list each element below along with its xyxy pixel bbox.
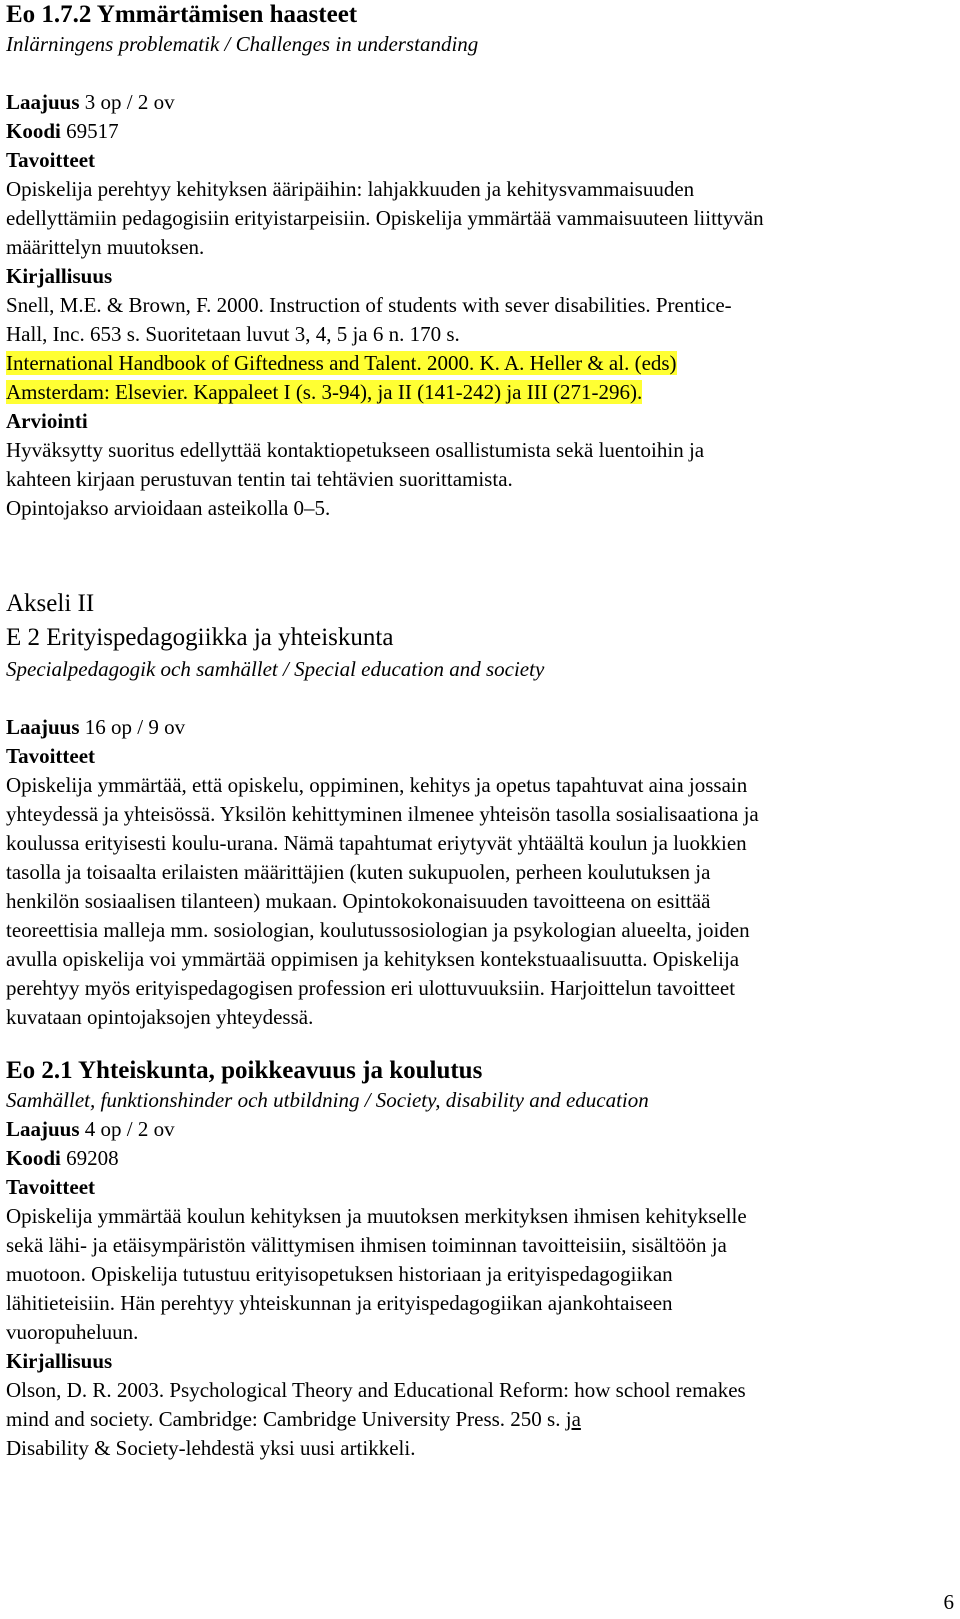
koodi-value: 69208 bbox=[66, 1146, 119, 1170]
tavoitteet-line: Opiskelija ymmärtää koulun kehityksen ja muutoksen merkityksen ihmisen kehitykselle bbox=[6, 1204, 747, 1228]
laajuus-label: Laajuus bbox=[6, 1117, 80, 1141]
underlined-ja: ja bbox=[565, 1407, 581, 1431]
highlighted-reference-line: International Handbook of Giftedness and Talent. 2000. K. A. Heller & al. (eds) bbox=[6, 351, 677, 375]
laajuus-value: 4 op / 2 ov bbox=[84, 1117, 175, 1141]
tavoitteet-line: perehtyy myös erityispedagogisen profession eri ulottuvuuksiin. Harjoittelun tavoitteet bbox=[6, 976, 736, 1000]
kirjallisuus-line: Snell, M.E. & Brown, F. 2000. Instruction of students with sever disabilities. Prentice- bbox=[6, 293, 732, 317]
arviointi-line: kahteen kirjaan perustuvan tentin tai tehtävien suorittamista. bbox=[6, 467, 513, 491]
section-subtitle: Specialpedagogik och samhället / Special education and society bbox=[6, 657, 545, 681]
tavoitteet-line: vuoropuheluun. bbox=[6, 1320, 139, 1344]
tavoitteet-line: henkilön sosiaalisen tilanteen) mukaan. Opintokokonaisuuden tavoitteena on esittää bbox=[6, 889, 711, 913]
kirjallisuus-line bbox=[6, 1405, 946, 1434]
laajuus-value: 16 op / 9 ov bbox=[84, 715, 186, 739]
tavoitteet-line: edellyttämiin pedagogisiin erityistarpeisiin. Opiskelija ymmärtää vammaisuuteen liittyvän bbox=[6, 206, 764, 230]
axis-heading: Akseli II bbox=[6, 590, 95, 617]
document-page bbox=[6, 0, 946, 1463]
laajuus-label: Laajuus bbox=[6, 715, 80, 739]
tavoitteet-line: tasolla ja toisaalta erilaisten määrittäjien (kuten sukupuolen, perheen koulutuksen ja bbox=[6, 860, 711, 884]
tavoitteet-line: teoreettisia malleja mm. sosiologian, koulutussosiologian ja psykologian alueelta, joiden bbox=[6, 918, 750, 942]
laajuus-row bbox=[6, 88, 946, 117]
tavoitteet-line: Opiskelija ymmärtää, että opiskelu, oppiminen, kehitys ja opetus tapahtuvat aina jossain bbox=[6, 773, 748, 797]
tavoitteet-line: koulussa erityisesti koulu-urana. Nämä tapahtumat eriytyvät yhtäältä koulun ja luokkien bbox=[6, 831, 747, 855]
arviointi-label: Arviointi bbox=[6, 409, 88, 433]
page-number: 6 bbox=[943, 1590, 954, 1614]
section-title: Eo 2.1 Yhteiskunta, poikkeavuus ja koulutus bbox=[6, 1057, 483, 1084]
kirjallisuus-line: Hall, Inc. 653 s. Suoritetaan luvut 3, 4, 5 ja 6 n. 170 s. bbox=[6, 322, 460, 346]
koodi-value: 69517 bbox=[66, 119, 119, 143]
section-subtitle: Samhället, funktionshinder och utbildning / Society, disability and education bbox=[6, 1088, 649, 1112]
laajuus-row bbox=[6, 1115, 946, 1144]
tavoitteet-label: Tavoitteet bbox=[6, 744, 96, 768]
section-title bbox=[6, 0, 946, 30]
tavoitteet-line: yhteydessä ja yhteisössä. Yksilön kehittyminen ilmenee yhteisön tasolla sosialisaationa ja bbox=[6, 802, 759, 826]
tavoitteet-line: sekä lähi- ja etäisympäristön välittymisen ihmisen toiminnan tavoitteisiin, sisältöön ja bbox=[6, 1233, 727, 1257]
section-title-text: Ymmärtämisen haasteet bbox=[96, 1, 358, 28]
tavoitteet-label: Tavoitteet bbox=[6, 148, 96, 172]
tavoitteet-line: muotoon. Opiskelija tutustuu erityisopetuksen historiaan ja erityispedagogiikan bbox=[6, 1262, 673, 1286]
kirjallisuus-line: Disability & Society-lehdestä yksi uusi artikkeli. bbox=[6, 1436, 416, 1460]
laajuus-value: 3 op / 2 ov bbox=[84, 90, 175, 114]
section-code: Eo 1.7.2 bbox=[6, 1, 92, 28]
section-subtitle: Inlärningens problematik / Challenges in understanding bbox=[6, 32, 479, 56]
tavoitteet-label: Tavoitteet bbox=[6, 1175, 96, 1199]
tavoitteet-line: Opiskelija perehtyy kehityksen ääripäihin: lahjakkuuden ja kehitysvammaisuuden bbox=[6, 177, 695, 201]
arviointi-line: Opintojakso arvioidaan asteikolla 0–5. bbox=[6, 496, 331, 520]
koodi-row bbox=[6, 1144, 946, 1173]
laajuus-label: Laajuus bbox=[6, 90, 80, 114]
koodi-label: Koodi bbox=[6, 119, 61, 143]
arviointi-line: Hyväksytty suoritus edellyttää kontaktiopetukseen osallistumista sekä luentoihin ja bbox=[6, 438, 705, 462]
highlighted-reference-line: Amsterdam: Elsevier. Kappaleet I (s. 3-94), ja II (141-242) ja III (271-296). bbox=[6, 380, 643, 404]
section-title: E 2 Erityispedagogiikka ja yhteiskunta bbox=[6, 624, 394, 651]
koodi-label: Koodi bbox=[6, 1146, 61, 1170]
section-eo-2-1 bbox=[6, 1056, 946, 1463]
kirjallisuus-label: Kirjallisuus bbox=[6, 1349, 113, 1373]
kirjallisuus-line-text: mind and society. Cambridge: Cambridge University Press. 250 s. bbox=[6, 1407, 566, 1431]
kirjallisuus-label: Kirjallisuus bbox=[6, 264, 113, 288]
koodi-row bbox=[6, 117, 946, 146]
tavoitteet-line: määrittelyn muutoksen. bbox=[6, 235, 205, 259]
tavoitteet-line: kuvataan opintojaksojen yhteydessä. bbox=[6, 1005, 314, 1029]
kirjallisuus-line: Olson, D. R. 2003. Psychological Theory and Educational Reform: how school remakes bbox=[6, 1378, 746, 1402]
section-eo-1-7-2 bbox=[6, 0, 946, 523]
tavoitteet-line: lähitieteisiin. Hän perehtyy yhteiskunnan ja erityispedagogiikan ajankohtaiseen bbox=[6, 1291, 673, 1315]
laajuus-row bbox=[6, 713, 946, 742]
section-e-2 bbox=[6, 587, 946, 1032]
tavoitteet-line: avulla opiskelija voi ymmärtää oppimisen ja kehityksen kontekstuaalisuutta. Opiskelija bbox=[6, 947, 740, 971]
